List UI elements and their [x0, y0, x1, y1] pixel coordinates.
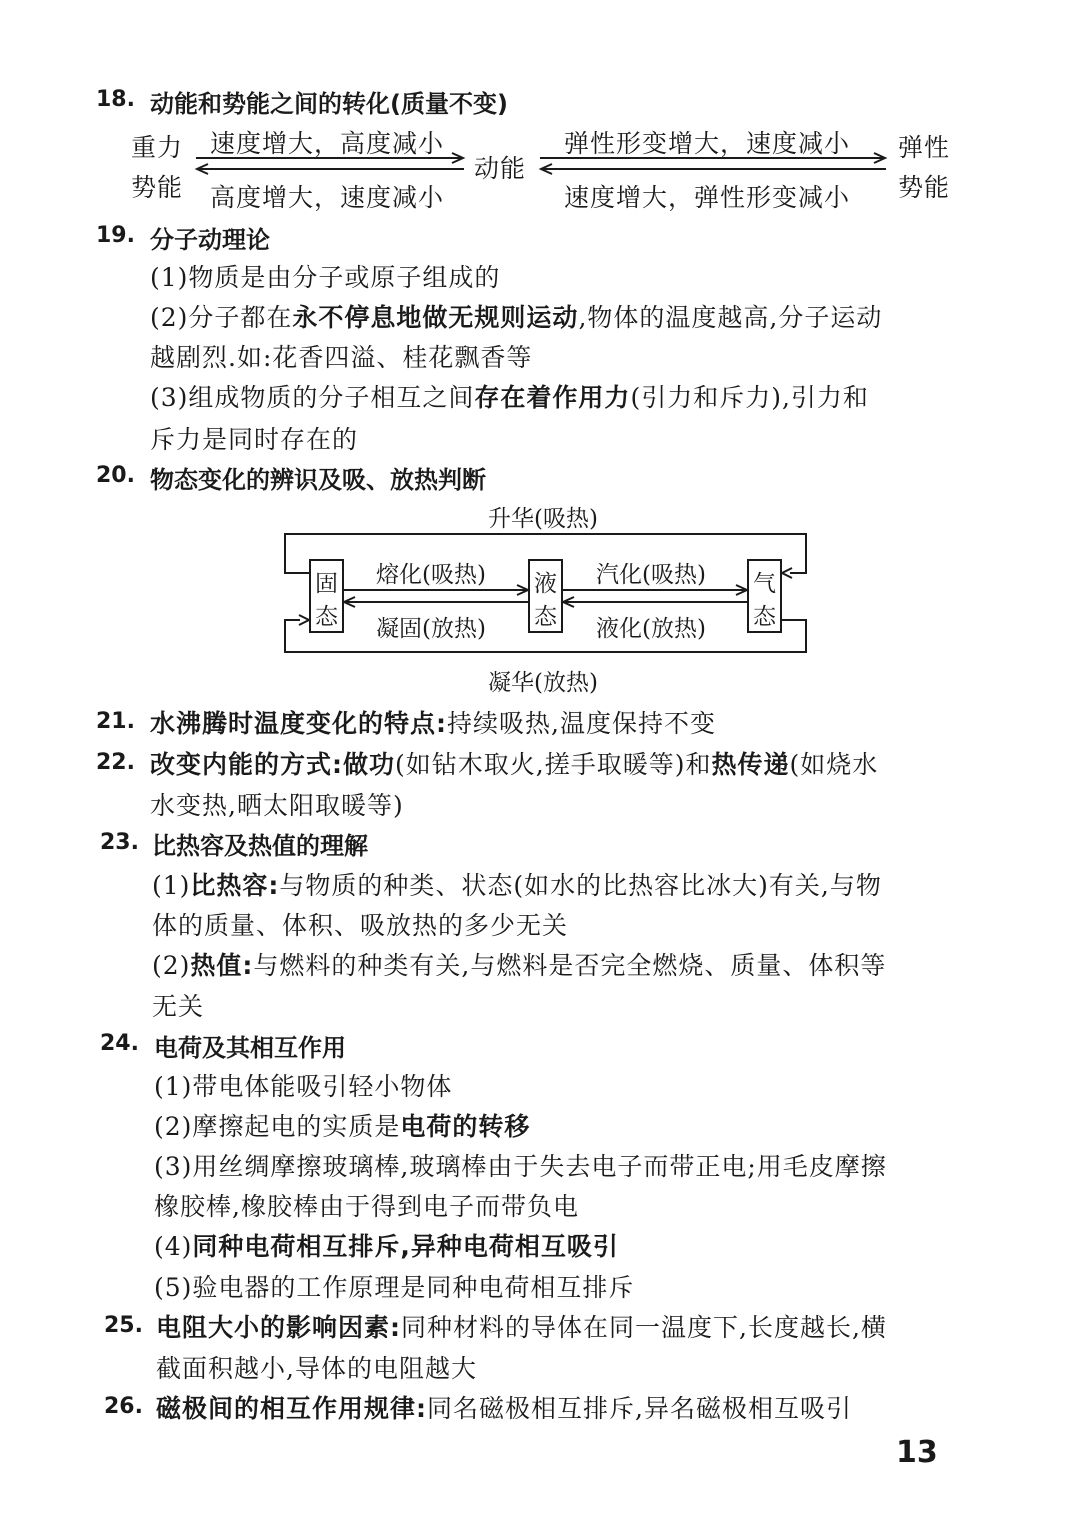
- deposition-arrow-head: [299, 615, 309, 625]
- text-23-1-term: 比热容:: [190, 871, 280, 900]
- heading-25: 电阻大小的影响因素:: [156, 1313, 401, 1342]
- liquid-char-2: 态: [534, 604, 557, 630]
- text-24-2-bold: 电荷的转移: [400, 1112, 531, 1141]
- text-24-5: (5)验电器的工作原理是同种电荷相互排斥: [154, 1273, 635, 1302]
- item-number-18: 18.: [96, 87, 135, 112]
- text-22-heat-examples: (如烧水: [789, 750, 879, 779]
- text-22-2: 水变热,晒太阳取暖等): [150, 791, 404, 820]
- item-number-21: 21.: [96, 709, 135, 734]
- text-23-2a: [152, 946, 886, 982]
- item-number-19: 19.: [96, 223, 135, 248]
- text-25-2: 截面积越小,导体的电阻越大: [156, 1354, 477, 1383]
- heading-21: 水沸腾时温度变化的特点:: [150, 709, 447, 738]
- liquid-char-1: 液: [534, 571, 557, 597]
- gas-char-1: 气: [753, 571, 776, 597]
- label-height-up-speed-down: 高度增大，速度减小: [210, 183, 445, 212]
- text-23-1-index: (1): [152, 871, 191, 900]
- text-24-4-bold: 同种电荷相互排斥,异种电荷相互吸引: [192, 1232, 619, 1261]
- text-23-1a: [152, 866, 882, 902]
- text-22-work: 做功: [343, 750, 396, 779]
- text-22-1: [150, 745, 878, 781]
- label-deform-up-speed-down: 弹性形变增大，速度减小: [564, 129, 851, 158]
- text-25-1: [156, 1308, 887, 1344]
- heading-18: 动能和势能之间的转化(质量不变): [150, 90, 508, 118]
- item-number-26: 26.: [104, 1394, 143, 1419]
- label-elastic: 弹性: [898, 133, 951, 162]
- gas-char-2: 态: [753, 604, 776, 630]
- text-23-2-index: (2): [152, 951, 191, 980]
- text-21: [150, 704, 716, 740]
- text-23-2-body: 与燃料的种类有关,与燃料是否完全燃烧、质量、体积等: [253, 951, 887, 980]
- label-vaporization: 汽化(吸热): [596, 562, 706, 588]
- text-26: [156, 1389, 852, 1425]
- label-potential-energy: 势能: [131, 173, 184, 202]
- text-23-2b: 无关: [152, 992, 205, 1021]
- text-19-2b: 越剧烈.如:花香四溢、桂花飘香等: [150, 343, 533, 372]
- text-19-3-plain: (3)组成物质的分子相互之间: [150, 383, 475, 412]
- text-25-body: 同种材料的导体在同一温度下,长度越长,横: [401, 1313, 887, 1342]
- text-24-1: (1)带电体能吸引轻小物体: [154, 1072, 453, 1101]
- page-number: 13: [896, 1435, 938, 1470]
- label-solidification: 凝固(放热): [376, 616, 486, 642]
- text-19-3-bold: 存在着作用力: [474, 383, 631, 412]
- label-melting: 熔化(吸热): [376, 562, 486, 588]
- item-number-22: 22.: [96, 750, 135, 775]
- label-kinetic-energy: 动能: [474, 154, 527, 183]
- heading-22: 改变内能的方式:: [150, 750, 343, 779]
- solid-char-1: 固: [315, 571, 338, 597]
- text-26-body: 同名磁极相互排斥,异名磁极相互吸引: [427, 1394, 852, 1423]
- label-speed-up-height-down: 速度增大，高度减小: [210, 129, 445, 158]
- text-24-4: [154, 1227, 619, 1263]
- heading-23: 比热容及热值的理解: [152, 832, 368, 860]
- item-number-23: 23.: [100, 830, 139, 855]
- label-gravity: 重力: [131, 133, 184, 162]
- text-23-1b: 体的质量、体积、吸放热的多少无关: [152, 911, 569, 940]
- text-24-3a: (3)用丝绸摩擦玻璃棒,玻璃棒由于失去电子而带正电;用毛皮摩擦: [154, 1152, 887, 1181]
- text-19-1: (1)物质是由分子或原子组成的: [150, 263, 501, 292]
- text-22-work-examples: (如钻木取火,搓手取暖等)和: [395, 750, 712, 779]
- label-deposition: 凝华(放热): [488, 670, 598, 696]
- heading-19: 分子动理论: [150, 226, 270, 254]
- label-potential-energy-2: 势能: [898, 173, 951, 202]
- text-23-1-body: 与物质的种类、状态(如水的比热容比冰大)有关,与物: [279, 871, 882, 900]
- label-sublimation: 升华(吸热): [488, 506, 598, 532]
- label-liquefaction: 液化(放热): [596, 616, 706, 642]
- text-24-2: [154, 1107, 530, 1143]
- item-number-25: 25.: [104, 1313, 143, 1338]
- text-24-4-index: (4): [154, 1232, 193, 1261]
- item-number-24: 24.: [100, 1031, 139, 1056]
- heading-26: 磁极间的相互作用规律:: [156, 1394, 427, 1423]
- text-19-3-rest: (引力和斥力),引力和: [630, 383, 869, 412]
- text-19-2-plain: (2)分子都在: [150, 303, 293, 332]
- label-speed-up-deform-down: 速度增大，弹性形变减小: [564, 183, 851, 212]
- solid-char-2: 态: [315, 604, 338, 630]
- text-19-3b: 斥力是同时存在的: [150, 425, 359, 454]
- heading-24: 电荷及其相互作用: [154, 1034, 346, 1062]
- text-21-body: 持续吸热,温度保持不变: [447, 709, 716, 738]
- text-22-heat-transfer: 热传递: [711, 750, 790, 779]
- text-23-2-term: 热值:: [190, 951, 254, 980]
- heading-20: 物态变化的辨识及吸、放热判断: [150, 466, 486, 494]
- text-19-2-bold: 永不停息地做无规则运动: [292, 303, 579, 332]
- text-24-3b: 橡胶棒,橡胶棒由于得到电子而带负电: [154, 1192, 579, 1221]
- item-number-20: 20.: [96, 463, 135, 488]
- text-19-2-rest: ,物体的温度越高,分子运动: [578, 303, 883, 332]
- text-24-2-plain: (2)摩擦起电的实质是: [154, 1112, 401, 1141]
